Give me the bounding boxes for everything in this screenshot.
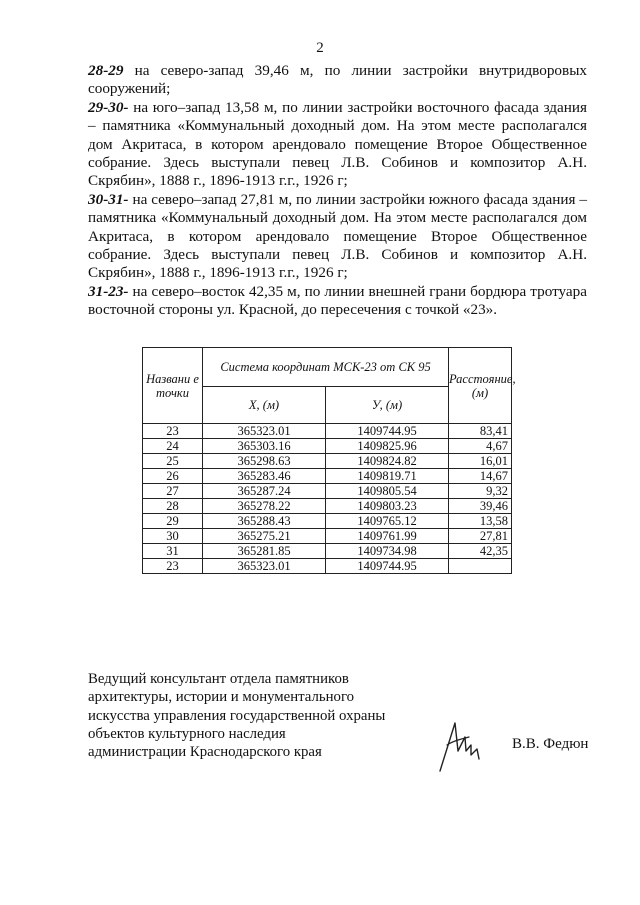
distance-cell: 9,32 [449, 484, 512, 499]
signer-name: В.В. Федюн [512, 736, 589, 752]
segment-text: на северо–восток 42,35 м, по линии внешней грани бордюра тротуара восточной стороны ул. Красной, до пересечения с точкой «23». [88, 282, 587, 319]
segment-label: 30-31- [88, 190, 129, 208]
y-coordinate-cell: 1409765.12 [326, 514, 449, 529]
coordinate-row [143, 529, 512, 544]
point-name-cell: 28 [143, 499, 203, 514]
coordinate-system-header: Система координат МСК-23 от СК 95 [203, 348, 449, 387]
coordinate-row [143, 484, 512, 499]
y-coordinate-cell: 1409744.95 [326, 424, 449, 439]
coordinates-body [143, 424, 512, 574]
segment-text: на северо-запад 39,46 м, по линии застройки внутридворовых сооружений; [88, 62, 587, 98]
route-description [88, 62, 587, 320]
segment-text: на северо–запад 27,81 м, по линии застройки южного фасада здания – памятника «Коммунальный доходный дом. На этом месте располагался дом Акритаса, в котором арендовало помещение Второе Общественное собрание. Здесь выступали певец Л.В. Собинов и композитор А.Н. Скрябин», 1888 г., 1896-1913 г.г., 1926 г; [88, 190, 587, 282]
point-name-cell: 29 [143, 514, 203, 529]
distance-cell: 27,81 [449, 529, 512, 544]
coordinates-table [142, 347, 516, 574]
route-segment-29-30 [88, 99, 587, 191]
y-coordinate-cell: 1409761.99 [326, 529, 449, 544]
point-name-cell: 27 [143, 484, 203, 499]
coordinate-row [143, 454, 512, 469]
x-coordinate-cell: 365278.22 [203, 499, 326, 514]
distance-cell: 14,67 [449, 469, 512, 484]
distance-cell: 83,41 [449, 424, 512, 439]
x-coordinate-cell: 365303.16 [203, 439, 326, 454]
point-name-cell: 26 [143, 469, 203, 484]
x-coordinate-cell: 365275.21 [203, 529, 326, 544]
distance-cell: 16,01 [449, 454, 512, 469]
segment-text: на юго–запад 13,58 м, по линии застройки восточного фасада здания – памятника «Коммунальный доходный дом. На этом месте располагался дом Акритаса, в котором арендовало помещение Второе Общественное собрание. Здесь выступали певец Л.В. Собинов и композитор А.Н. Скрябин», 1888 г., 1896-1913 г.г., 1926 г; [88, 98, 587, 190]
distance-cell [449, 559, 512, 574]
position-line: Ведущий консультант отдела памятников [88, 671, 349, 687]
coordinate-row [143, 469, 512, 484]
point-name-cell: 25 [143, 454, 203, 469]
coordinate-row [143, 499, 512, 514]
coordinate-row [143, 559, 512, 574]
x-coordinate-cell: 365298.63 [203, 454, 326, 469]
page-number: 2 [316, 40, 324, 56]
x-coordinate-cell: 365288.43 [203, 514, 326, 529]
y-coordinate-cell: 1409805.54 [326, 484, 449, 499]
y-header: У, (м) [326, 387, 449, 424]
segment-label: 28-29 [88, 62, 124, 79]
segment-label: 29-30- [88, 98, 129, 116]
coordinate-row [143, 424, 512, 439]
coordinate-row [143, 514, 512, 529]
point-name-cell: 23 [143, 424, 203, 439]
route-segment-30-31 [88, 191, 587, 283]
position-line: объектов культурного наследия [88, 725, 286, 742]
coordinate-row [143, 439, 512, 454]
distance-header: Расстояние, (м) [449, 348, 512, 424]
point-name-cell: 23 [143, 559, 203, 574]
position-line: искусства управления государственной охраны [88, 707, 386, 724]
x-coordinate-cell: 365283.46 [203, 469, 326, 484]
route-segment-28-29 [88, 62, 587, 99]
route-segment-31-23 [88, 283, 587, 320]
x-coordinate-cell: 365323.01 [203, 559, 326, 574]
position-line: администрации Краснодарского края [88, 744, 322, 761]
point-name-cell: 31 [143, 544, 203, 559]
y-coordinate-cell: 1409734.98 [326, 544, 449, 559]
x-coordinate-cell: 365323.01 [203, 424, 326, 439]
y-coordinate-cell: 1409824.82 [326, 454, 449, 469]
y-coordinate-cell: 1409825.96 [326, 439, 449, 454]
distance-cell: 4,67 [449, 439, 512, 454]
coordinate-row [143, 544, 512, 559]
handwritten-signature [435, 715, 487, 773]
distance-cell: 42,35 [449, 544, 512, 559]
y-coordinate-cell: 1409819.71 [326, 469, 449, 484]
segment-label: 31-23- [88, 282, 129, 300]
point-name-cell: 30 [143, 529, 203, 544]
position-line: архитектуры, истории и монументального [88, 689, 355, 706]
signatory-position [88, 670, 385, 761]
distance-cell: 13,58 [449, 514, 512, 529]
x-coordinate-cell: 365287.24 [203, 484, 326, 499]
y-coordinate-cell: 1409803.23 [326, 499, 449, 514]
x-coordinate-cell: 365281.85 [203, 544, 326, 559]
point-name-header: Названи е точки [143, 348, 203, 424]
point-name-cell: 24 [143, 439, 203, 454]
y-coordinate-cell: 1409744.95 [326, 559, 449, 574]
distance-cell: 39,46 [449, 499, 512, 514]
x-header: X, (м) [203, 387, 326, 424]
